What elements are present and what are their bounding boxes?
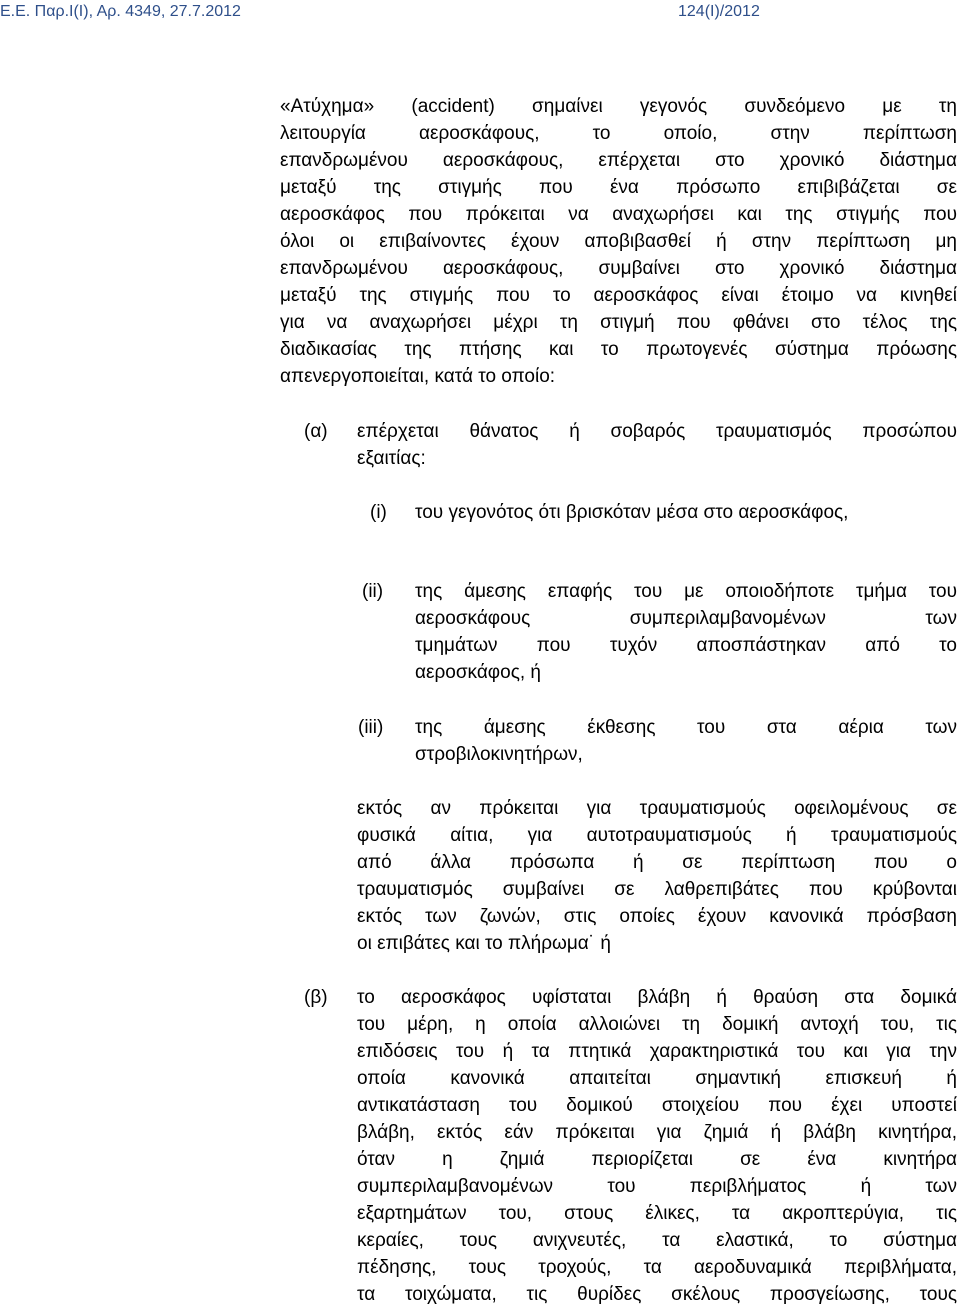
sub-ii-label: (ii): [362, 581, 384, 602]
item-a-line: εξαιτίας:: [357, 448, 426, 469]
item-b-label: (β): [304, 987, 328, 1008]
sub-ii-line: της άμεσης επαφής του με οποιοδήποτε τμήμα του: [415, 581, 957, 602]
sub-iii-label: (iii): [358, 717, 384, 738]
sub-i-label: (i): [370, 502, 387, 523]
exception-line: από άλλα πρόσωπα ή σε περίπτωση που ο: [357, 852, 957, 873]
sub-ii-line: αεροσκάφος, ή: [415, 662, 541, 683]
header-gazette-reference: Ε.Ε. Παρ.Ι(Ι), Αρ. 4349, 27.7.2012: [0, 3, 241, 20]
item-b-line: κεραίες, τους ανιχνευτές, τα ελαστικά, το σύστημα: [357, 1230, 957, 1251]
sub-ii-line: αεροσκάφους συμπεριλαμβανομένων των: [415, 608, 957, 629]
item-b-line: επιδόσεις του ή τα πτητικά χαρακτηριστικά του και για την: [357, 1041, 957, 1062]
definition-paragraph: [280, 93, 957, 390]
sub-ii-line: τμημάτων που τυχόν αποσπάστηκαν από το: [415, 635, 957, 656]
definition-line: λειτουργία αεροσκάφους, το οποίο, στην περίπτωση: [280, 123, 957, 144]
sub-ii-text: [415, 578, 957, 686]
item-a-label: (α): [304, 421, 328, 442]
item-b-line: όταν η ζημιά περιορίζεται σε ένα κινητήρα: [357, 1149, 957, 1170]
item-b-line: βλάβη, εκτός εάν πρόκειται για ζημιά ή βλάβη κινητήρα,: [357, 1122, 957, 1143]
definition-line: απενεργοποιείται, κατά το οποίο:: [280, 366, 556, 387]
definition-line: «Ατύχημα» (accident) σημαίνει γεγονός συνδεόμενο με τη: [280, 96, 957, 117]
item-b-line: πέδησης, τους τροχούς, τα αεροδυναμικά περιβλήματα,: [357, 1257, 957, 1278]
definition-line: διαδικασίας της πτήσης και το πρωτογενές σύστημα πρόωσης: [280, 339, 957, 360]
exception-paragraph: [357, 795, 957, 957]
item-b-line: οποία κανονικά απαιτείται σημαντική επισκευή ή: [357, 1068, 957, 1089]
item-b-line: του μέρη, η οποία αλλοιώνει τη δομική αντοχή του, τις: [357, 1014, 957, 1035]
definition-line: μεταξύ της στιγμής που το αεροσκάφος είναι έτοιμο να κινηθεί: [280, 285, 957, 306]
item-b-line: τα τοιχώματα, τις θυρίδες σκέλους προσγείωσης, τους: [357, 1284, 957, 1305]
definition-line: όλοι οι επιβαίνοντες έχουν αποβιβασθεί ή στην περίπτωση μη: [280, 231, 957, 252]
definition-line: επανδρωμένου αεροσκάφους, επέρχεται στο χρονικό διάστημα: [280, 150, 957, 171]
exception-line: εκτός των ζωνών, στις οποίες έχουν κανονικά πρόσβαση: [357, 906, 957, 927]
definition-line: επανδρωμένου αεροσκάφους, συμβαίνει στο χρονικό διάστημα: [280, 258, 957, 279]
item-b-line: το αεροσκάφος υφίσταται βλάβη ή θραύση στα δομικά: [357, 987, 957, 1008]
sub-iii-line: στροβιλοκινητήρων,: [415, 744, 583, 765]
exception-line: οι επιβάτες και το πλήρωμα˙ ή: [357, 933, 611, 954]
item-b-line: εξαρτημάτων του, στους έλικες, τα ακροπτερύγια, τις: [357, 1203, 957, 1224]
definition-line: για να αναχωρήσει μέχρι τη στιγμή που φθάνει στο τέλος της: [280, 312, 957, 333]
sub-i-text: [415, 499, 957, 526]
item-b-text: [357, 984, 957, 1308]
exception-line: φυσικά αίτια, για αυτοτραυματισμούς ή τραυματισμούς: [357, 825, 957, 846]
sub-iii-line: της άμεσης έκθεσης του στα αέρια των: [415, 717, 957, 738]
item-b-line: συμπεριλαμβανομένων του περιβλήματος ή των: [357, 1176, 957, 1197]
item-a-text: [357, 418, 957, 472]
definition-line: αεροσκάφος που πρόκειται να αναχωρήσει και της στιγμής που: [280, 204, 957, 225]
exception-line: τραυματισμός συμβαίνει σε λαθρεπιβάτες που κρύβονται: [357, 879, 957, 900]
sub-iii-text: [415, 714, 957, 768]
header-law-number: 124(Ι)/2012: [678, 3, 760, 20]
exception-line: εκτός αν πρόκειται για τραυματισμούς οφειλομένους σε: [357, 798, 957, 819]
definition-line: μεταξύ της στιγμής που ένα πρόσωπο επιβιβάζεται σε: [280, 177, 957, 198]
item-b-line: αντικατάσταση του δομικού στοιχείου που έχει υποστεί: [357, 1095, 957, 1116]
item-a-line: επέρχεται θάνατος ή σοβαρός τραυματισμός προσώπου: [357, 421, 957, 442]
sub-i-line: του γεγονότος ότι βρισκόταν μέσα στο αεροσκάφος,: [415, 502, 849, 523]
